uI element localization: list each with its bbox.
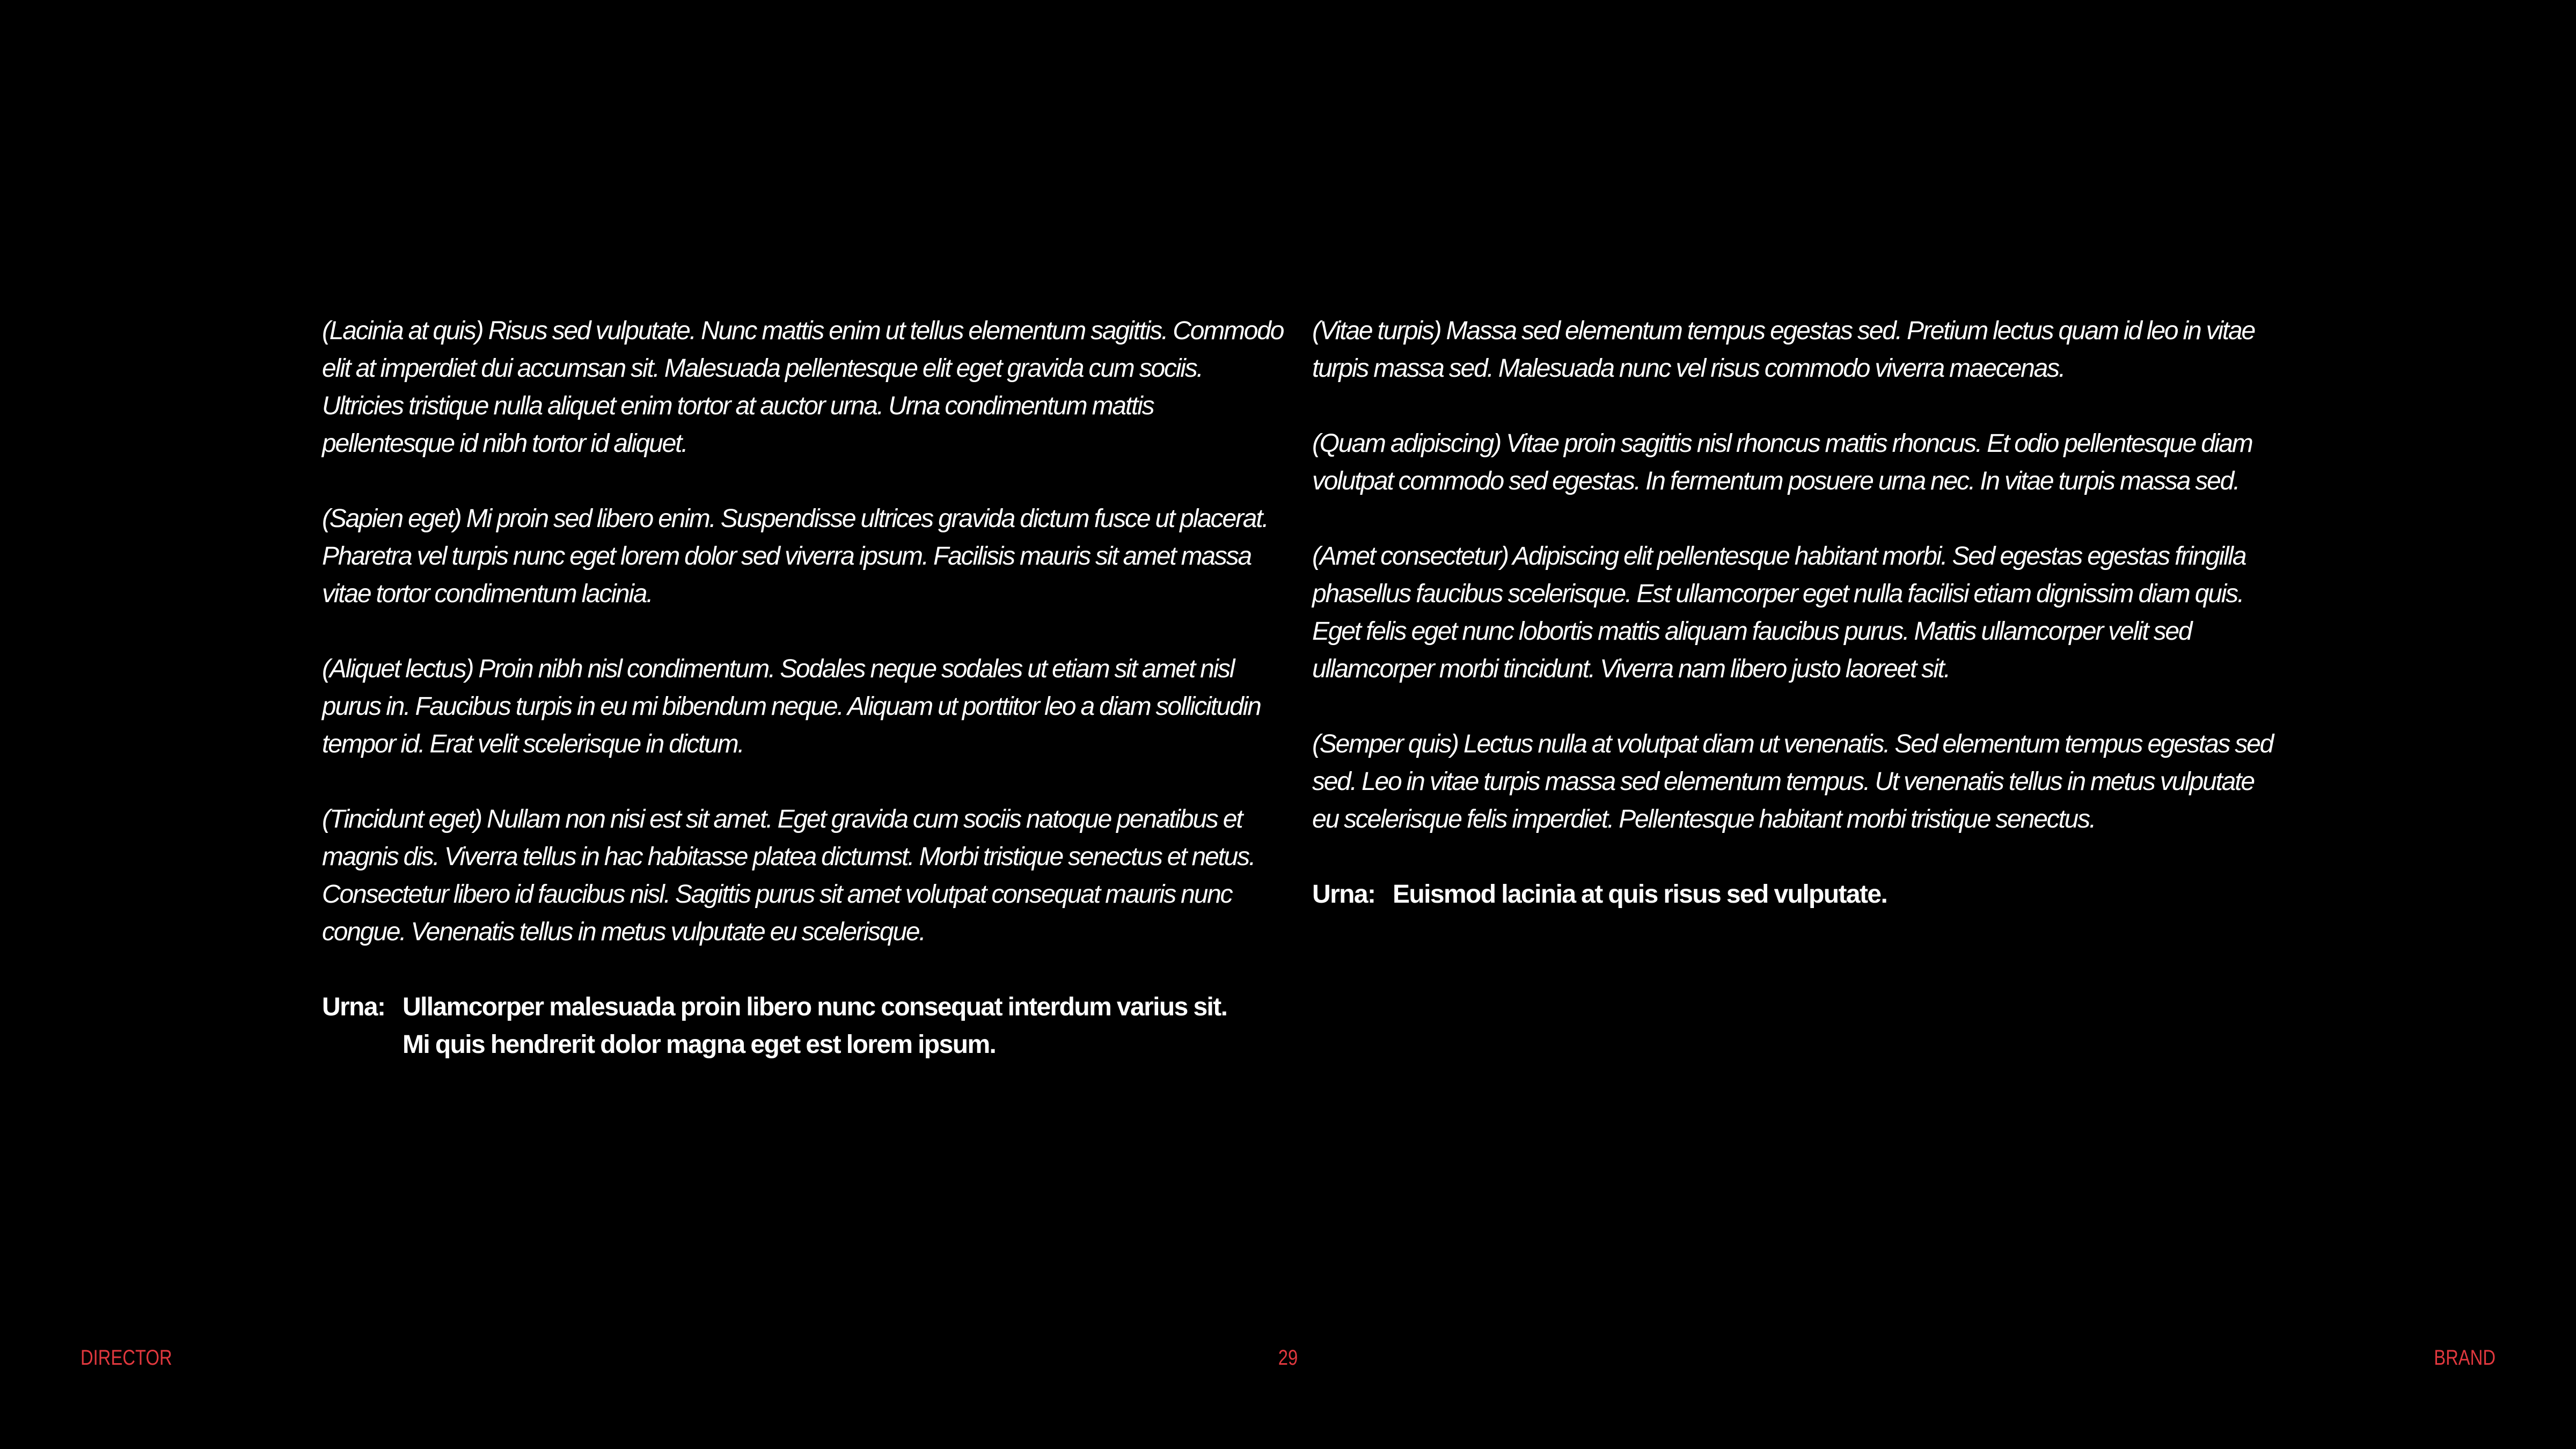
page-number: 29 [1278, 1346, 1298, 1370]
left-note [322, 989, 1288, 1064]
right-note [1312, 876, 2278, 913]
footer-brand: BRAND [2434, 1346, 2496, 1370]
footer-director: DIRECTOR [80, 1346, 172, 1370]
left-note-label: Urna: [322, 993, 385, 1021]
right-note-text: Euismod lacinia at quis risus sed vulputate. [1393, 880, 1887, 909]
paragraph-amet: (Amet consectetur) Adipiscing elit pellentesque habitant morbi. Sed egestas egestas fringilla phasellus faucibus scelerisque. Est ullamcorper eget nulla facilisi etiam dignissim diam quis. Eget felis eget nunc lobortis mattis aliquam faucibus purus. Mattis ullamcorper velit sed ullamcorper morbi tincidunt. Viverra nam libero justo laoreet sit. [1312, 542, 2246, 683]
right-column [1312, 312, 2278, 913]
right-note-label: Urna: [1312, 880, 1375, 909]
paragraph-sapien: (Sapien eget) Mi proin sed libero enim. Suspendisse ultrices gravida dictum fusce ut placerat. Pharetra vel turpis nunc eget lorem dolor sed viverra ipsum. Facilisis mauris sit amet massa vitae tortor condimentum lacinia. [322, 504, 1268, 608]
paragraph-lacinia: (Lacinia at quis) Risus sed vulputate. Nunc mattis enim ut tellus elementum sagittis. Commodo elit at imperdiet dui accumsan sit. Malesuada pellentesque elit eget gravida cum sociis. Ultricies tristique nulla aliquet enim tortor at auctor urna. Urna condimentum mattis pellentesque id nibh tortor id aliquet. [322, 317, 1284, 458]
paragraph-quam: (Quam adipiscing) Vitae proin sagittis nisl rhoncus mattis rhoncus. Et odio pellentesque diam volutpat commodo sed egestas. In fermentum posuere urna nec. In vitae turpis massa sed. [1312, 429, 2252, 495]
paragraph-tincidunt: (Tincidunt eget) Nullam non nisi est sit amet. Eget gravida cum sociis natoque penatibus et magnis dis. Viverra tellus in hac habitasse platea dictumst. Morbi tristique senectus et netus. Consectetur libero id faucibus nisl. Sagittis purus sit amet volutpat consequat mauris nunc congue. Venenatis tellus in metus vulputate eu scelerisque. [322, 805, 1255, 946]
paragraph-vitae: (Vitae turpis) Massa sed elementum tempus egestas sed. Pretium lectus quam id leo in vitae turpis massa sed. Malesuada nunc vel risus commodo viverra maecenas. [1312, 317, 2255, 383]
left-column [322, 312, 1288, 1064]
paragraph-semper: (Semper quis) Lectus nulla at volutpat diam ut venenatis. Sed elementum tempus egestas sed sed. Leo in vitae turpis massa sed elementum tempus. Ut venenatis tellus in metus vulputate eu scelerisque felis imperdiet. Pellentesque habitant morbi tristique senectus. [1312, 730, 2273, 833]
left-note-text: Ullamcorper malesuada proin libero nunc consequat interdum varius sit. Mi quis hendrerit dolor magna eget est lorem ipsum. [402, 993, 1227, 1059]
paragraph-aliquet: (Aliquet lectus) Proin nibh nisl condimentum. Sodales neque sodales ut etiam sit amet nisl purus in. Faucibus turpis in eu mi bibendum neque. Aliquam ut porttitor leo a diam sollicitudin tempor id. Erat velit scelerisque in dictum. [322, 655, 1261, 758]
